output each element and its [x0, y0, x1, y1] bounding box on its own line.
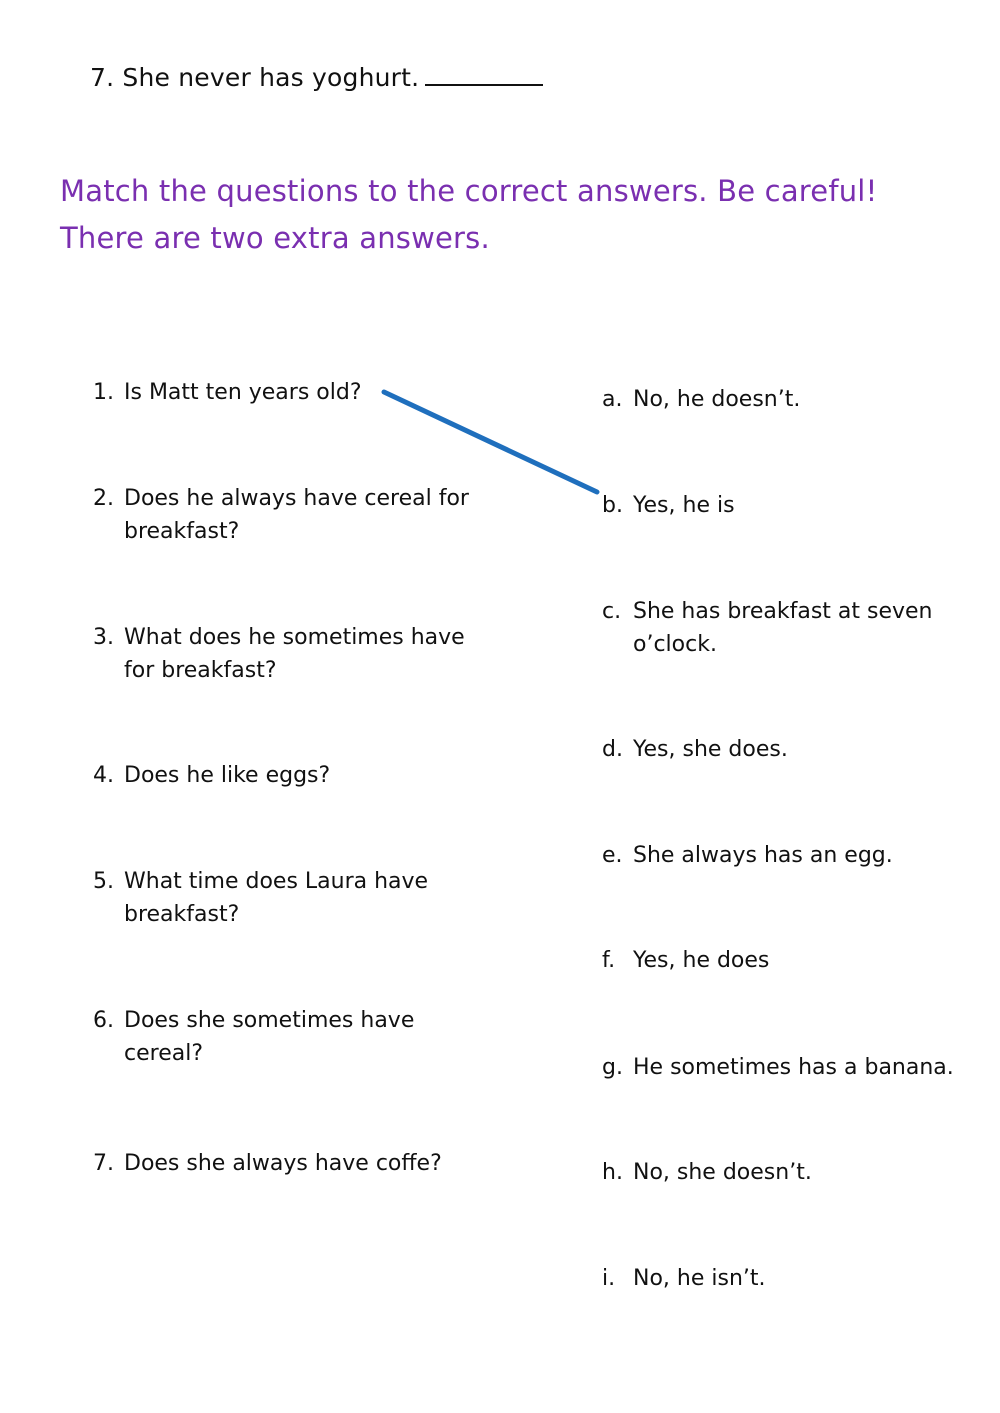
question-text: Does she sometimes have cereal? [124, 1008, 415, 1066]
answer-letter: i. [602, 1266, 616, 1291]
answer-text: She always has an egg. [633, 843, 893, 868]
question-text: What does he sometimes have for breakfast? [124, 625, 465, 683]
answer-letter: c. [602, 599, 622, 624]
question-number: 1. [93, 380, 114, 405]
question-text: What time does Laura have breakfast? [124, 869, 429, 927]
answer-letter: h. [602, 1160, 623, 1185]
answer-letter: f. [602, 948, 616, 973]
answer-letter: e. [602, 843, 623, 868]
question-number: 4. [93, 763, 114, 788]
answer-text: He sometimes has a banana. [633, 1055, 954, 1080]
question-text: Does she always have coffe? [124, 1151, 442, 1176]
answer-text: No, he isn’t. [633, 1266, 766, 1291]
answer-letter: a. [602, 387, 623, 412]
question-number: 3. [93, 625, 114, 650]
question-number: 7. [93, 1151, 114, 1176]
question-number: 6. [93, 1008, 114, 1033]
answer-text: She has breakfast at seven o’clock. [633, 599, 933, 657]
answer-text: No, she doesn’t. [633, 1160, 812, 1185]
match-line[interactable] [384, 392, 597, 492]
answer-text: Yes, he is [633, 493, 735, 518]
answer-letter: d. [602, 737, 623, 762]
answer-letter: b. [602, 493, 623, 518]
answer-text: Yes, he does [633, 948, 770, 973]
question-text: Does he like eggs? [124, 763, 331, 788]
question-number: 2. [93, 486, 114, 511]
answer-letter: g. [602, 1055, 623, 1080]
instructions-line-2: There are two extra answers. [60, 221, 490, 255]
question-text: Is Matt ten years old? [124, 380, 362, 405]
answer-text: No, he doesn’t. [633, 387, 801, 412]
answer-text: Yes, she does. [633, 737, 788, 762]
previous-item-text: 7. She never has yoghurt. [90, 63, 420, 92]
instructions-line-1: Match the questions to the correct answers. Be careful! [60, 174, 878, 208]
question-number: 5. [93, 869, 114, 894]
question-text: Does he always have cereal for breakfast? [124, 486, 469, 544]
